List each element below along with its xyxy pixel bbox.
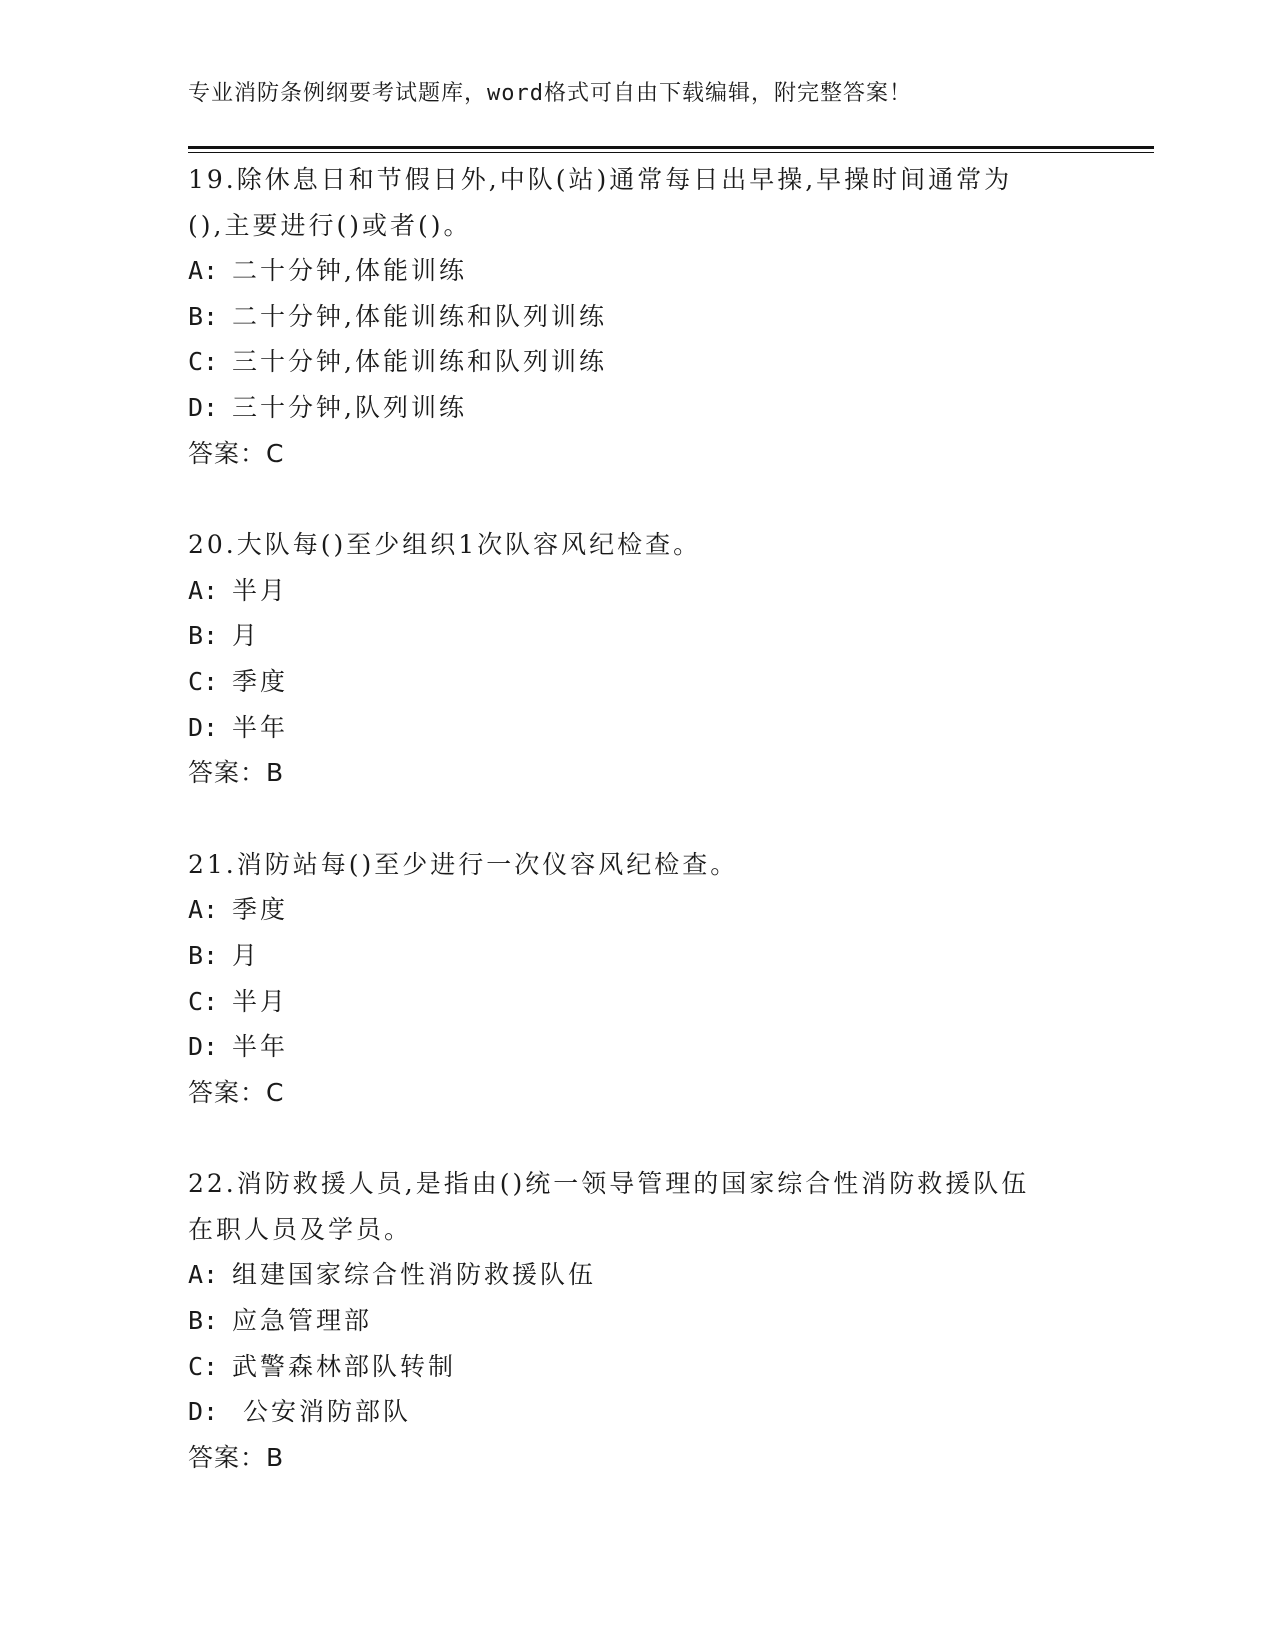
- header-divider-thin: [188, 152, 1154, 153]
- answer: 答案：C: [188, 1077, 285, 1107]
- question-stem: 20.大队每()至少组织1次队容风纪检查。: [188, 530, 702, 560]
- option-letter: B:: [188, 940, 219, 970]
- question-19: [188, 157, 1068, 476]
- question-list: [188, 157, 1068, 1526]
- option-d: [188, 1389, 1068, 1435]
- option-b: [188, 613, 1068, 659]
- option-text: 三十分钟,体能训练和队列训练: [232, 347, 607, 377]
- option-c: [188, 659, 1068, 705]
- option-letter: B:: [188, 1306, 219, 1336]
- answer: 答案：B: [188, 758, 285, 788]
- option-c: [188, 979, 1068, 1025]
- option-text: 应急管理部: [232, 1306, 373, 1336]
- option-text: 月: [232, 621, 261, 651]
- option-text: 组建国家综合性消防救援队伍: [232, 1260, 597, 1290]
- option-letter: D:: [188, 712, 219, 742]
- option-letter: D:: [188, 1032, 219, 1062]
- option-letter: A:: [188, 575, 219, 605]
- question-22: [188, 1161, 1068, 1480]
- option-d: [188, 1024, 1068, 1070]
- option-text: 半年: [232, 1032, 289, 1062]
- option-letter: A:: [188, 256, 219, 286]
- option-letter: A:: [188, 1260, 219, 1290]
- page-header: 专业消防条例纲要考试题库，word格式可自由下载编辑，附完整答案！: [188, 81, 912, 106]
- header-divider-thick: [188, 146, 1154, 149]
- question-stem: 21.消防站每()至少进行一次仪容风纪检查。: [188, 849, 739, 879]
- question-stem: 22.消防救援人员,是指由()统一领导管理的国家综合性消防救援队伍: [188, 1169, 1030, 1199]
- option-b: [188, 933, 1068, 979]
- option-letter: C:: [188, 1351, 219, 1381]
- option-letter: A:: [188, 895, 219, 925]
- option-letter: D:: [188, 392, 219, 422]
- option-c: [188, 339, 1068, 385]
- option-text: 二十分钟,体能训练: [232, 256, 467, 286]
- option-letter: C:: [188, 666, 219, 696]
- option-letter: C:: [188, 347, 219, 377]
- option-b: [188, 1298, 1068, 1344]
- option-a: [188, 887, 1068, 933]
- option-letter: B:: [188, 301, 219, 331]
- option-text: 半年: [232, 712, 289, 742]
- option-b: [188, 294, 1068, 340]
- option-text: 季度: [232, 666, 289, 696]
- answer: 答案：C: [188, 438, 285, 468]
- option-text: 武警森林部队转制: [232, 1351, 457, 1381]
- option-a: [188, 248, 1068, 294]
- option-text: 月: [232, 940, 261, 970]
- question-stem: 19.除休息日和节假日外,中队(站)通常每日出早操,早操时间通常为: [188, 165, 1013, 194]
- option-text: 季度: [232, 895, 289, 925]
- option-d: [188, 385, 1068, 431]
- option-text: 半月: [232, 575, 289, 605]
- option-letter: C:: [188, 986, 219, 1016]
- question-stem: 在职人员及学员。: [188, 1214, 413, 1244]
- option-text: 二十分钟,体能训练和队列训练: [232, 301, 607, 331]
- option-letter: B:: [188, 621, 219, 651]
- answer: 答案：B: [188, 1442, 285, 1472]
- option-a: [188, 1252, 1068, 1298]
- question-20: [188, 522, 1068, 796]
- question-stem: (),主要进行()或者()。: [188, 210, 472, 240]
- option-a: [188, 568, 1068, 614]
- option-c: [188, 1344, 1068, 1390]
- question-21: [188, 842, 1068, 1116]
- option-d: [188, 705, 1068, 751]
- option-text: 三十分钟,队列训练: [232, 392, 467, 422]
- option-text: 半月: [232, 986, 289, 1016]
- option-text: 公安消防部队: [232, 1397, 411, 1427]
- option-letter: D:: [188, 1397, 219, 1427]
